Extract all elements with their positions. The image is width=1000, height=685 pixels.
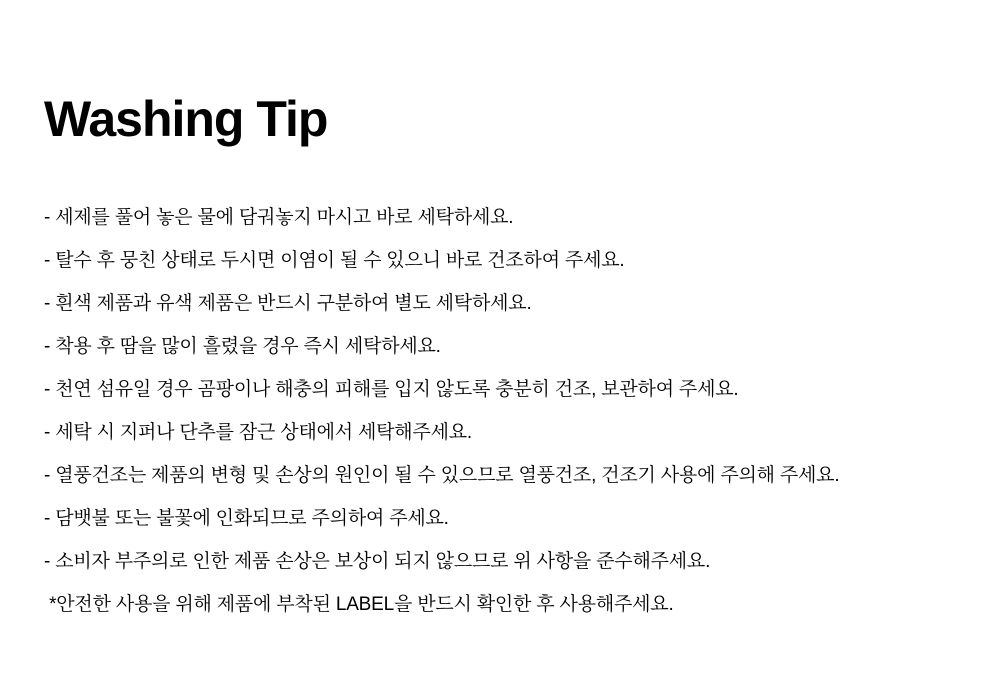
- washing-tips-list: [44, 196, 980, 626]
- tip-line-6: - 세탁 시 지퍼나 단추를 잠근 상태에서 세탁해주세요.: [44, 422, 472, 443]
- page-title: Washing Tip: [44, 90, 328, 147]
- tip-line-2: - 탈수 후 뭉친 상태로 두시면 이염이 될 수 있으니 바로 건조하여 주세요.: [44, 250, 625, 271]
- tip-line-3: - 흰색 제품과 유색 제품은 반드시 구분하여 별도 세탁하세요.: [44, 293, 532, 314]
- tip-line-1: - 세제를 풀어 놓은 물에 담궈놓지 마시고 바로 세탁하세요.: [44, 207, 514, 228]
- tip-line-7: - 열풍건조는 제품의 변형 및 손상의 원인이 될 수 있으므로 열풍건조, 건조기 사용에 주의해 주세요.: [44, 465, 840, 486]
- tip-line-10: *안전한 사용을 위해 제품에 부착된 LABEL을 반드시 확인한 후 사용해주세요.: [44, 594, 674, 615]
- tip-line-9: - 소비자 부주의로 인한 제품 손상은 보상이 되지 않으므로 위 사항을 준수해주세요.: [44, 551, 711, 572]
- tip-line-5: - 천연 섬유일 경우 곰팡이나 해충의 피해를 입지 않도록 충분히 건조, 보관하여 주세요.: [44, 379, 739, 400]
- tip-line-8: - 담뱃불 또는 불꽃에 인화되므로 주의하여 주세요.: [44, 508, 449, 529]
- tip-line-4: - 착용 후 땀을 많이 흘렸을 경우 즉시 세탁하세요.: [44, 336, 441, 357]
